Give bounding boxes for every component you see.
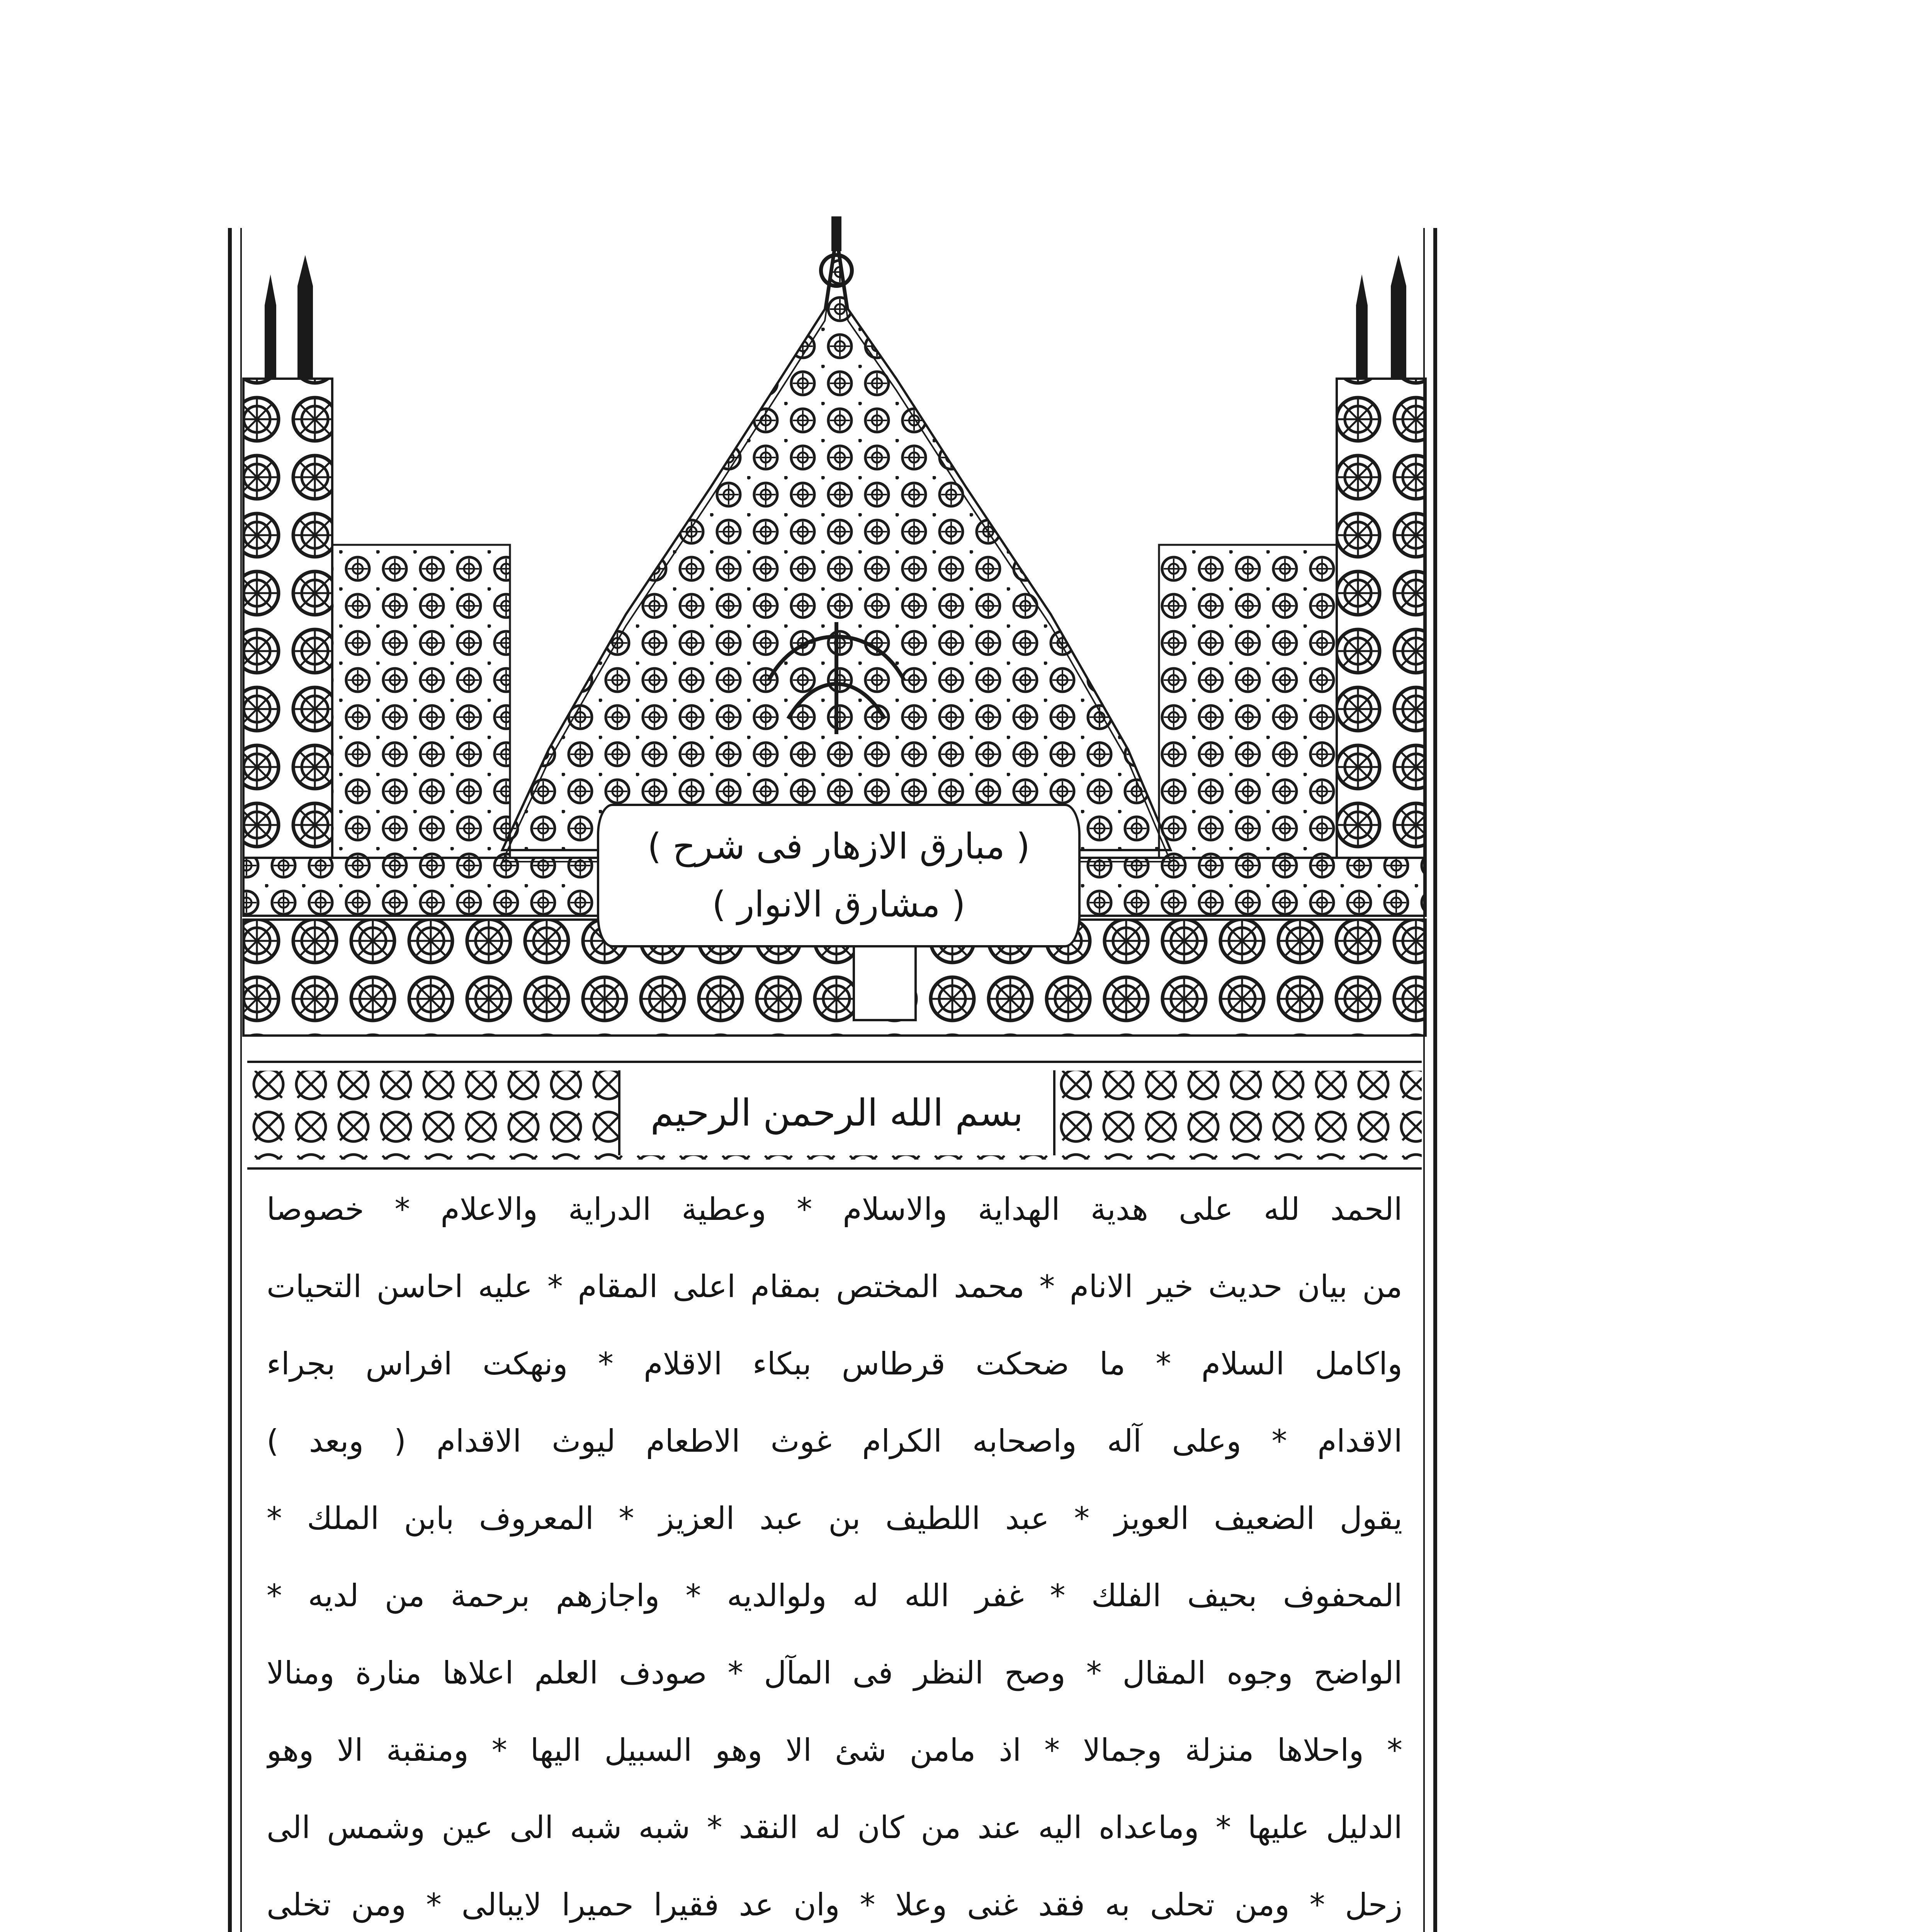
text-line: الحمد لله على هدية الهداية والاسلام * وعطية الدراية والاعلام * خصوصا <box>267 1191 1402 1227</box>
book-title-line-2: ( مشارق الانوار ) <box>712 884 965 925</box>
title-cartouche <box>597 804 1081 947</box>
basmala: بسم الله الرحمن الرحيم <box>650 1091 1023 1134</box>
text-line: من بيان حديث خير الانام * محمد المختص بمقام اعلى المقام * عليه احاسن التحيات <box>267 1269 1402 1304</box>
text-line: * واحلاها منزلة وجمالا * اذ مامن شئ الا وهو السبيل اليها * ومنقبة الا وهو <box>267 1732 1402 1768</box>
text-line: المحفوف بحيف الفلك * غفر الله له ولوالديه * واجازهم برحمة من لديه * <box>267 1578 1402 1614</box>
text-line: زحل * ومن تحلى به فقد غنى وعلا * وان عد فقيرا حميرا لايبالى * ومن تخلى <box>267 1887 1402 1923</box>
body-text <box>267 1171 1402 1932</box>
text-line: واكامل السلام * ما ضحكت قرطاس ببكاء الاقلام * ونهكت افراس بجراء <box>267 1346 1402 1382</box>
basmala-cartouche <box>618 1070 1055 1155</box>
text-line: الاقدام * وعلى آله واصحابه الكرام غوث الاطعام ليوث الاقدام ( وبعد ) <box>267 1423 1402 1459</box>
text-line: يقول الضعيف العويز * عبد اللطيف بن عبد العزيز * المعروف بابن الملك * <box>267 1500 1402 1536</box>
text-line: الواضح وجوه المقال * وصح النظر فى المآل * صودف العلم اعلاها منارة ومنالا <box>267 1655 1402 1691</box>
book-title-line-1: ( مبارق الازهار فى شرح ) <box>647 826 1030 867</box>
text-line: الدليل عليها * وماعداه اليه عند من كان له النقد * شبه شبه الى عين وشمس الى <box>267 1810 1402 1845</box>
